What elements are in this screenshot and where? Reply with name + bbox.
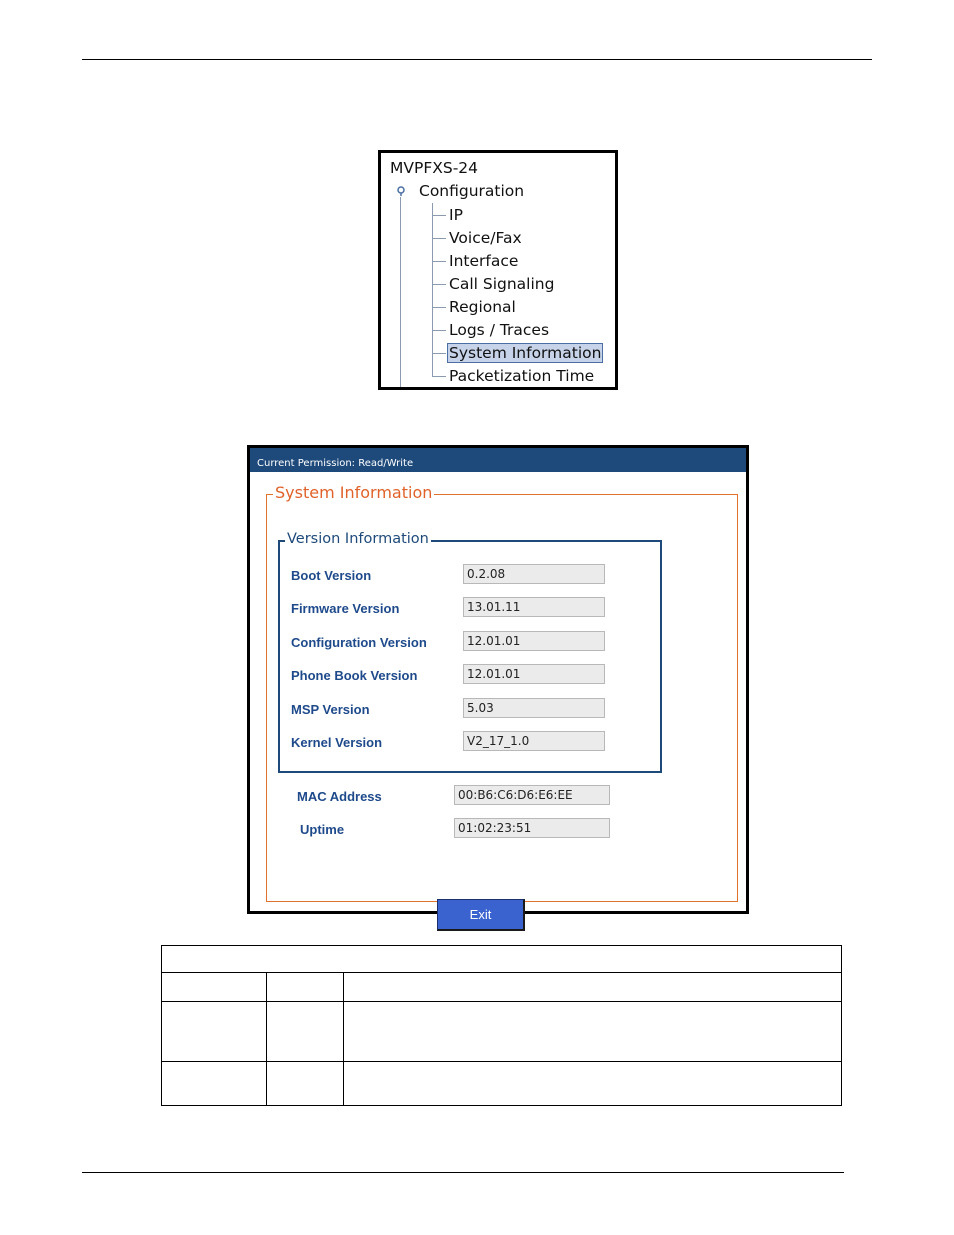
tree-branch-tick bbox=[432, 376, 446, 377]
page-footer-rule bbox=[82, 1172, 844, 1173]
uptime-label: Uptime bbox=[300, 822, 345, 837]
configuration-version-label: Configuration Version bbox=[291, 635, 427, 650]
tree-root-label[interactable]: MVPFXS-24 bbox=[390, 159, 479, 177]
page-header-rule bbox=[82, 59, 872, 60]
uptime-field: 01:02:23:51 bbox=[454, 818, 610, 838]
table-cell bbox=[267, 1002, 344, 1062]
msp-version-field: 5.03 bbox=[463, 698, 605, 718]
empty-table bbox=[161, 945, 842, 1106]
msp-version-label: MSP Version bbox=[291, 702, 370, 717]
table-cell bbox=[267, 1062, 344, 1106]
table-cell bbox=[344, 1002, 842, 1062]
phone-book-version-label: Phone Book Version bbox=[291, 668, 418, 683]
version-information-fieldset bbox=[278, 531, 662, 773]
tree-line bbox=[400, 197, 401, 387]
tree-branch-tick bbox=[432, 353, 446, 354]
system-information-fieldset bbox=[266, 483, 738, 922]
version-information-title: Version Information bbox=[287, 531, 429, 547]
kernel-version-field: V2_17_1.0 bbox=[463, 731, 605, 751]
tree-branch-tick bbox=[432, 261, 446, 262]
tree-item-logs-traces[interactable]: Logs / Traces bbox=[449, 320, 549, 340]
tree-item-voice-fax[interactable]: Voice/Fax bbox=[449, 228, 522, 248]
mac-address-label: MAC Address bbox=[297, 789, 382, 804]
system-information-window bbox=[247, 445, 749, 922]
tree-item-regional[interactable]: Regional bbox=[449, 297, 516, 317]
tree-branch-tick bbox=[432, 330, 446, 331]
table-header-cell bbox=[162, 946, 842, 973]
exit-button[interactable]: Exit bbox=[437, 899, 525, 931]
tree-branch-tick bbox=[432, 238, 446, 239]
tree-branch-tick bbox=[432, 284, 446, 285]
table-cell bbox=[162, 973, 267, 1002]
boot-version-label: Boot Version bbox=[291, 568, 372, 583]
tree-branch-tick bbox=[432, 307, 446, 308]
table-cell bbox=[344, 1062, 842, 1106]
configuration-version-field: 12.01.01 bbox=[463, 631, 605, 651]
tree-item-interface[interactable]: Interface bbox=[449, 251, 518, 271]
navigation-tree bbox=[378, 150, 618, 390]
kernel-version-label: Kernel Version bbox=[291, 735, 383, 750]
system-information-title: System Information bbox=[275, 483, 433, 502]
tree-item-packetization-time[interactable]: Packetization Time bbox=[449, 366, 594, 386]
tree-item-ip[interactable]: IP bbox=[449, 205, 463, 225]
boot-version-field: 0.2.08 bbox=[463, 564, 605, 584]
mac-address-field: 00:B6:C6:D6:E6:EE bbox=[454, 785, 610, 805]
tree-line bbox=[432, 203, 433, 377]
tree-item-system-information[interactable]: System Information bbox=[449, 343, 603, 363]
table-cell bbox=[162, 1002, 267, 1062]
table-cell bbox=[267, 973, 344, 1002]
tree-branch-tick bbox=[432, 215, 446, 216]
firmware-version-field: 13.01.11 bbox=[463, 597, 605, 617]
table-cell bbox=[344, 973, 842, 1002]
phone-book-version-field: 12.01.01 bbox=[463, 664, 605, 684]
tree-node-pin-icon[interactable] bbox=[396, 186, 406, 196]
tree-item-call-signaling[interactable]: Call Signaling bbox=[449, 274, 554, 294]
firmware-version-label: Firmware Version bbox=[291, 601, 400, 616]
tree-group-configuration[interactable]: Configuration bbox=[419, 182, 525, 200]
permission-bar: Current Permission: Read/Write bbox=[250, 448, 746, 472]
table-cell bbox=[162, 1062, 267, 1106]
